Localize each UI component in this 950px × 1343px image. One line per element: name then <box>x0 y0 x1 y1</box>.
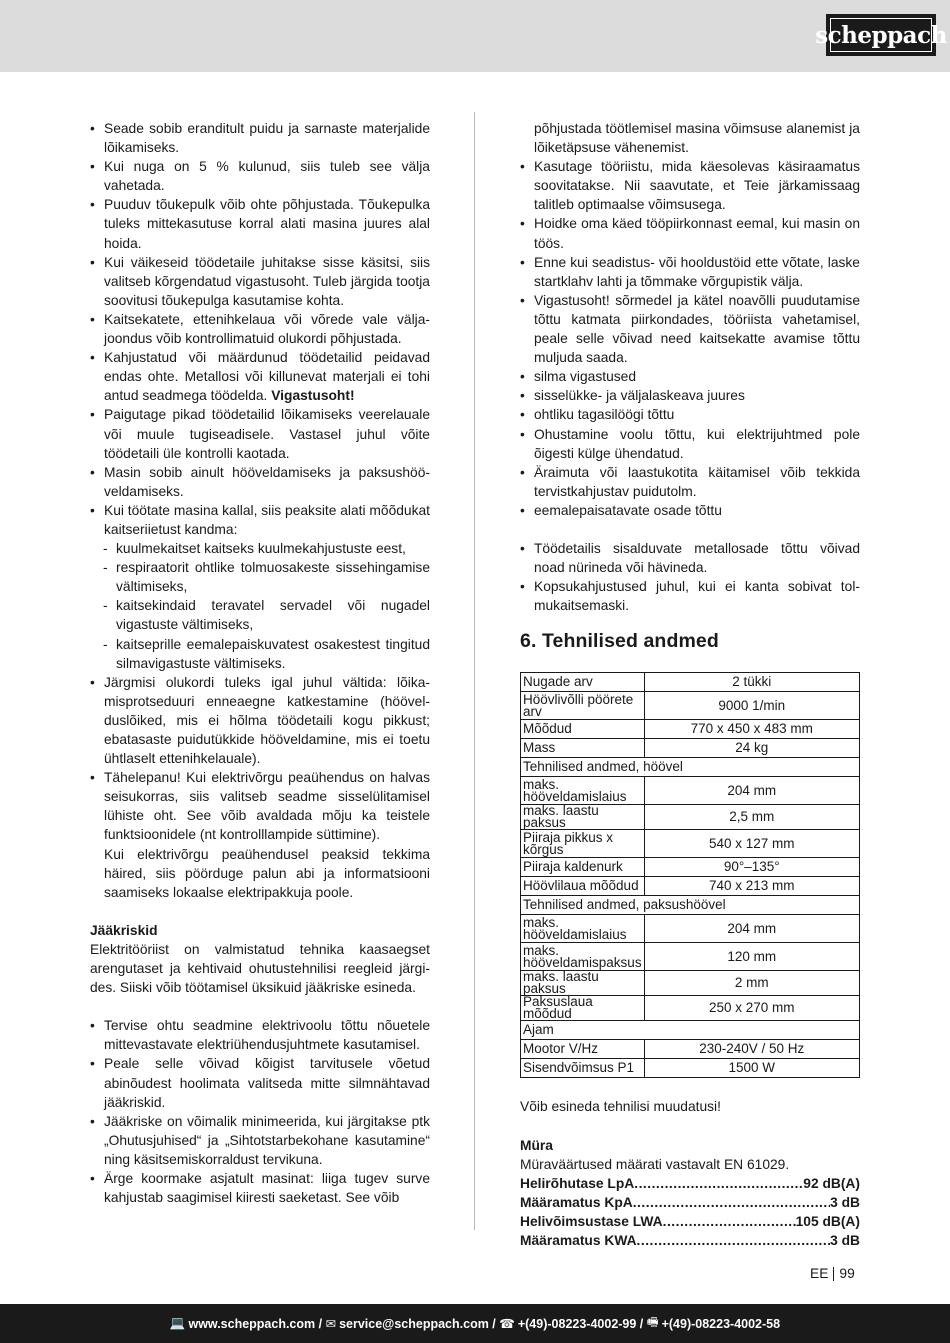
footer-website: www.scheppach.com / <box>188 1316 323 1331</box>
spec-value: 250 x 270 mm <box>644 996 859 1021</box>
page-number <box>810 1266 855 1281</box>
spec-label: Nugade arv <box>521 673 645 692</box>
table-row <box>521 830 860 858</box>
noise-label: Helivõimsustase LWA <box>520 1213 663 1229</box>
list-item: • Kahjustatud või määrdunud töödetailid peidavad endas ohte. Metallosi või killunevat materjali ei tohi antud seadmega töödelda. Vigastusoht! <box>90 348 430 405</box>
safety-list-1 <box>90 119 430 348</box>
noise-value: 92 dB(A) <box>803 1175 860 1191</box>
list-item: • Peale selle võivad kõigist tarvitusele võetud abinõudest hoolimata valitseda mitte silmnähtavad jääkriskid. <box>90 1054 430 1111</box>
list-item: • Järgmisi olukordi tuleks igal juhul vältida: lõikamisprotseduuri enneaegne katkestamine (höövelduslõiked, mis ei hõlma töödetaili kogu pikkust; ebatasaste puidutükkide hööveldamine, mis ei toetu ühtlaselt ettenihkelauale). <box>90 673 430 768</box>
right-column <box>520 119 860 1250</box>
scheppach-logo: scheppach <box>826 14 936 56</box>
spec-value: 204 mm <box>644 777 859 805</box>
list-item: • ohtliku tagasilöögi tõttu <box>520 405 860 424</box>
residual-risks-paragraph: Elektritööriist on valmistatud tehnika kaasaegset arengutaset ja kehtivaid ohutustehnilisi reegleid järgides. Siiski võib töötamisel üksikuid jääkriske esineda. <box>90 941 430 996</box>
table-row <box>521 758 860 777</box>
noise-value: 3 dB <box>830 1233 860 1248</box>
warning-text: Vigastusoht! <box>271 388 355 404</box>
footer-phone: +(49)-08223-4002-99 / <box>517 1316 644 1331</box>
spec-value: 2 mm <box>644 971 859 996</box>
noise-row <box>520 1212 860 1231</box>
noise-label: Määramatus KWA <box>520 1233 637 1248</box>
list-item: • Kui töötate masina kallal, siis peaksite alati mõõdukat kaitseriietust kandma: <box>90 501 430 539</box>
tech-data-table <box>520 672 860 1078</box>
noise-row <box>520 1193 860 1212</box>
spec-label: Höövlivõlli pöörete arv <box>521 692 645 720</box>
list-item: • Masin sobib ainult hööveldamiseks ja paksushööveldamiseks. <box>90 463 430 501</box>
list-item: • Kasutage tööriistu, mida käesolevas käsiraamatus soovitatakse. Nii saavutate, et Teie järkamissaag talitleb optimaalse võimsusega. <box>520 157 860 214</box>
spec-label: Mõõdud <box>521 720 645 739</box>
table-row <box>521 996 860 1021</box>
dot-leader <box>663 1212 796 1231</box>
spec-label: maks. hööveldamispaksus <box>521 943 645 971</box>
list-item: • Vigastusoht! sõrmedel ja kätel noavõlli puudutamise tõttu katmata piirkondades, tööriista vahetamisel, peale selle võivad need kaitsekatte avamise tõttu muljuda saada. <box>520 291 860 367</box>
list-item: - kuulmekaitset kaitseks kuulmekahjustuste eest, <box>90 539 430 558</box>
spec-label: Piiraja kaldenurk <box>521 858 645 877</box>
list-item: • Äraimuta või laastukotita käitamisel võib tekkida tervistkahjustav puidutolm. <box>520 463 860 501</box>
spec-value: 90°–135° <box>644 858 859 877</box>
dot-leader <box>637 1231 831 1250</box>
spec-value: 1500 W <box>644 1059 859 1078</box>
list-item: - kaitsekindaid teravatel servadel või nugadel vigastuste vältimiseks, <box>90 596 430 634</box>
spec-value: 204 mm <box>644 915 859 943</box>
noise-values <box>520 1174 860 1250</box>
footer-bar <box>0 1304 950 1343</box>
footer-email: service@scheppach.com / <box>339 1316 496 1331</box>
list-item: - kaitseprille eemalepaiskuvatest osakestest tingitud silmavigastuste vältimiseks. <box>90 635 430 673</box>
list-item: • eemalepaisatavate osade tõttu <box>520 501 860 520</box>
continuation-text: Kui elektrivõrgu peaühendusel peaksid tekkima häired, siis pöörduge palun abi ja informatsiooni saamiseks lokaalse elektripakkuja poole. <box>104 846 430 900</box>
table-row <box>521 1059 860 1078</box>
left-column <box>90 119 430 1207</box>
spec-label: Paksuslaua mõõdud <box>521 996 645 1021</box>
list-item: • Paigutage pikad töödetailid lõikamiseks veerelauale või muule tugiseadisele. Vastasel juhul võite töödetaili üle kontrolli kaotada. <box>90 405 430 462</box>
noise-label: Määramatus KpA <box>520 1194 633 1210</box>
list-item: • Hoidke oma käed tööpiirkonnast eemal, kui masin on töös. <box>520 214 860 252</box>
list-item: • Töödetailis sisalduvate metallosade tõttu võivad noad nürineda või hävineda. <box>520 539 860 577</box>
risk-list-1 <box>520 157 860 520</box>
list-item: • Kaitsekatete, ettenihkelaua või võrede vale väljajoondus võib kontrollimatuid olukordi põhjustada. <box>90 310 430 348</box>
table-row <box>521 692 860 720</box>
dot-leader <box>633 1193 830 1212</box>
list-item: • Kui nuga on 5 % kulunud, siis tuleb see välja vahetada. <box>90 157 430 195</box>
footer-fax: +(49)-08223-4002-58 <box>661 1316 781 1331</box>
residual-risks-heading: Jääkriskid <box>90 922 158 938</box>
list-item: - respiraatorit ohtlike tolmuosakeste sissehingamise vältimiseks, <box>90 558 430 596</box>
list-item: • Seade sobib eranditult puidu ja sarnaste materjalide lõikamiseks. <box>90 119 430 157</box>
table-row <box>521 943 860 971</box>
table-row <box>521 673 860 692</box>
list-item: • Ohustamine voolu tõttu, kui elektrijuhtmed pole õigesti külge ühendatud. <box>520 425 860 463</box>
safety-list-2 <box>90 405 430 539</box>
table-row <box>521 896 860 915</box>
risk-list-2 <box>520 539 860 615</box>
noise-row <box>520 1174 860 1193</box>
noise-heading: Müra <box>520 1137 553 1153</box>
noise-value: 105 dB(A) <box>795 1213 860 1229</box>
fax-icon: 🖷 <box>646 1315 659 1329</box>
spec-label: maks. hööveldamislaius <box>521 915 645 943</box>
spec-label: Mootor V/Hz <box>521 1040 645 1059</box>
dot-leader <box>634 1174 803 1193</box>
noise-value: 3 dB <box>830 1194 860 1210</box>
spec-value: 9000 1/min <box>644 692 859 720</box>
table-row <box>521 777 860 805</box>
spec-value: 740 x 213 mm <box>644 877 859 896</box>
spec-label: Höövlilaua mõõdud <box>521 877 645 896</box>
list-item: • Tervise ohtu seadmine elektrivoolu tõttu nõuetele mittevastavate elektriühendusjuhtmete kasutamisel. <box>90 1016 430 1054</box>
table-row <box>521 739 860 758</box>
noise-label: Helirõhutase LpA <box>520 1175 635 1191</box>
table-row <box>521 915 860 943</box>
column-divider <box>474 112 475 1230</box>
table-row <box>521 720 860 739</box>
continuation-text: põhjustada töötlemisel masina võimsuse alanemist ja lõiketäpsuse vähenemist. <box>534 121 860 156</box>
spec-value: 770 x 450 x 483 mm <box>644 720 859 739</box>
table-row <box>521 858 860 877</box>
list-item: • Kui väikeseid töödetaile juhitakse sisse käsitsi, siis valitseb kõrgendatud vigastusoht. Tuleb järgida tootja soovitusi tõukepulga kasutamise kohta. <box>90 253 430 310</box>
list-item: • sisselükke- ja väljalaskeava juures <box>520 386 860 405</box>
language-code: EE <box>810 1266 829 1281</box>
header-band <box>0 0 950 72</box>
table-row <box>521 971 860 996</box>
page-index: 99 <box>839 1266 855 1281</box>
spec-value: 2 tükki <box>644 673 859 692</box>
list-item: • Puuduv tõukepulk võib ohte põhjustada. Tõukepulka tuleks mittekasutuse korral alati masina juures alal hoida. <box>90 195 430 252</box>
table-group-header: Tehnilised andmed, höövel <box>521 758 860 777</box>
safety-list-3 <box>90 673 430 845</box>
spec-value: 230-240V / 50 Hz <box>644 1040 859 1059</box>
residual-risks-list <box>90 1016 430 1207</box>
spec-value: 120 mm <box>644 943 859 971</box>
spec-label: Sisendvõimsus P1 <box>521 1059 645 1078</box>
table-group-header: Tehnilised andmed, paksushöövel <box>521 896 860 915</box>
spec-value: 540 x 127 mm <box>644 830 859 858</box>
spec-label: Piiraja pikkus x kõrgus <box>521 830 645 858</box>
noise-row <box>520 1231 860 1250</box>
list-item: • Enne kui seadistus- või hooldustöid ette võtate, laske startklahv lahti ja tõmmake võrgupistik välja. <box>520 253 860 291</box>
table-row <box>521 805 860 830</box>
list-item: • Jääkriske on võimalik minimeerida, kui järgitakse ptk „Ohutusjuhised“ ja „Sihtotstarbekohane kasutamine“ ning käsitsemiskorraldust tervikuna. <box>90 1112 430 1169</box>
list-item: • Ärge koormake asjatult masinat: liiga tugev surve kahjustab saagimisel kiiresti saeketast. See võib <box>90 1169 430 1207</box>
table-group-header: Ajam <box>521 1021 860 1040</box>
changes-note: Võib esineda tehnilisi muudatusi! <box>520 1099 721 1115</box>
noise-intro: Müraväärtused määrati vastavalt EN 61029. <box>520 1156 790 1172</box>
list-item: • Tähelepanu! Kui elektrivõrgu peaühendus on halvas seisukorras, siis valitseb seadme sisselülitamisel lühiste oht. See võib avaldada mõju ka teistele funktsioonidele (nt kontrolllampide süttimine). <box>90 768 430 844</box>
spec-value: 24 kg <box>644 739 859 758</box>
spec-label: maks. laastu paksus <box>521 971 645 996</box>
spec-label: maks. laastu paksus <box>521 805 645 830</box>
list-item: • Kopsukahjustused juhul, kui ei kanta sobivat tolmukaitsemaski. <box>520 577 860 615</box>
computer-icon: 💻 <box>169 1316 186 1330</box>
safety-list-damaged <box>90 348 430 405</box>
phone-icon: ☎ <box>499 1317 515 1331</box>
section-title: 6. Tehnilised andmed <box>520 630 719 653</box>
list-item: • silma vigastused <box>520 367 860 386</box>
spec-value: 2,5 mm <box>644 805 859 830</box>
table-row <box>521 1040 860 1059</box>
spec-label: Mass <box>521 739 645 758</box>
table-row <box>521 877 860 896</box>
table-row <box>521 1021 860 1040</box>
protective-gear-list <box>90 539 430 673</box>
spec-label: maks. hööveldamislaius <box>521 777 645 805</box>
email-icon: ✉ <box>325 1317 337 1331</box>
